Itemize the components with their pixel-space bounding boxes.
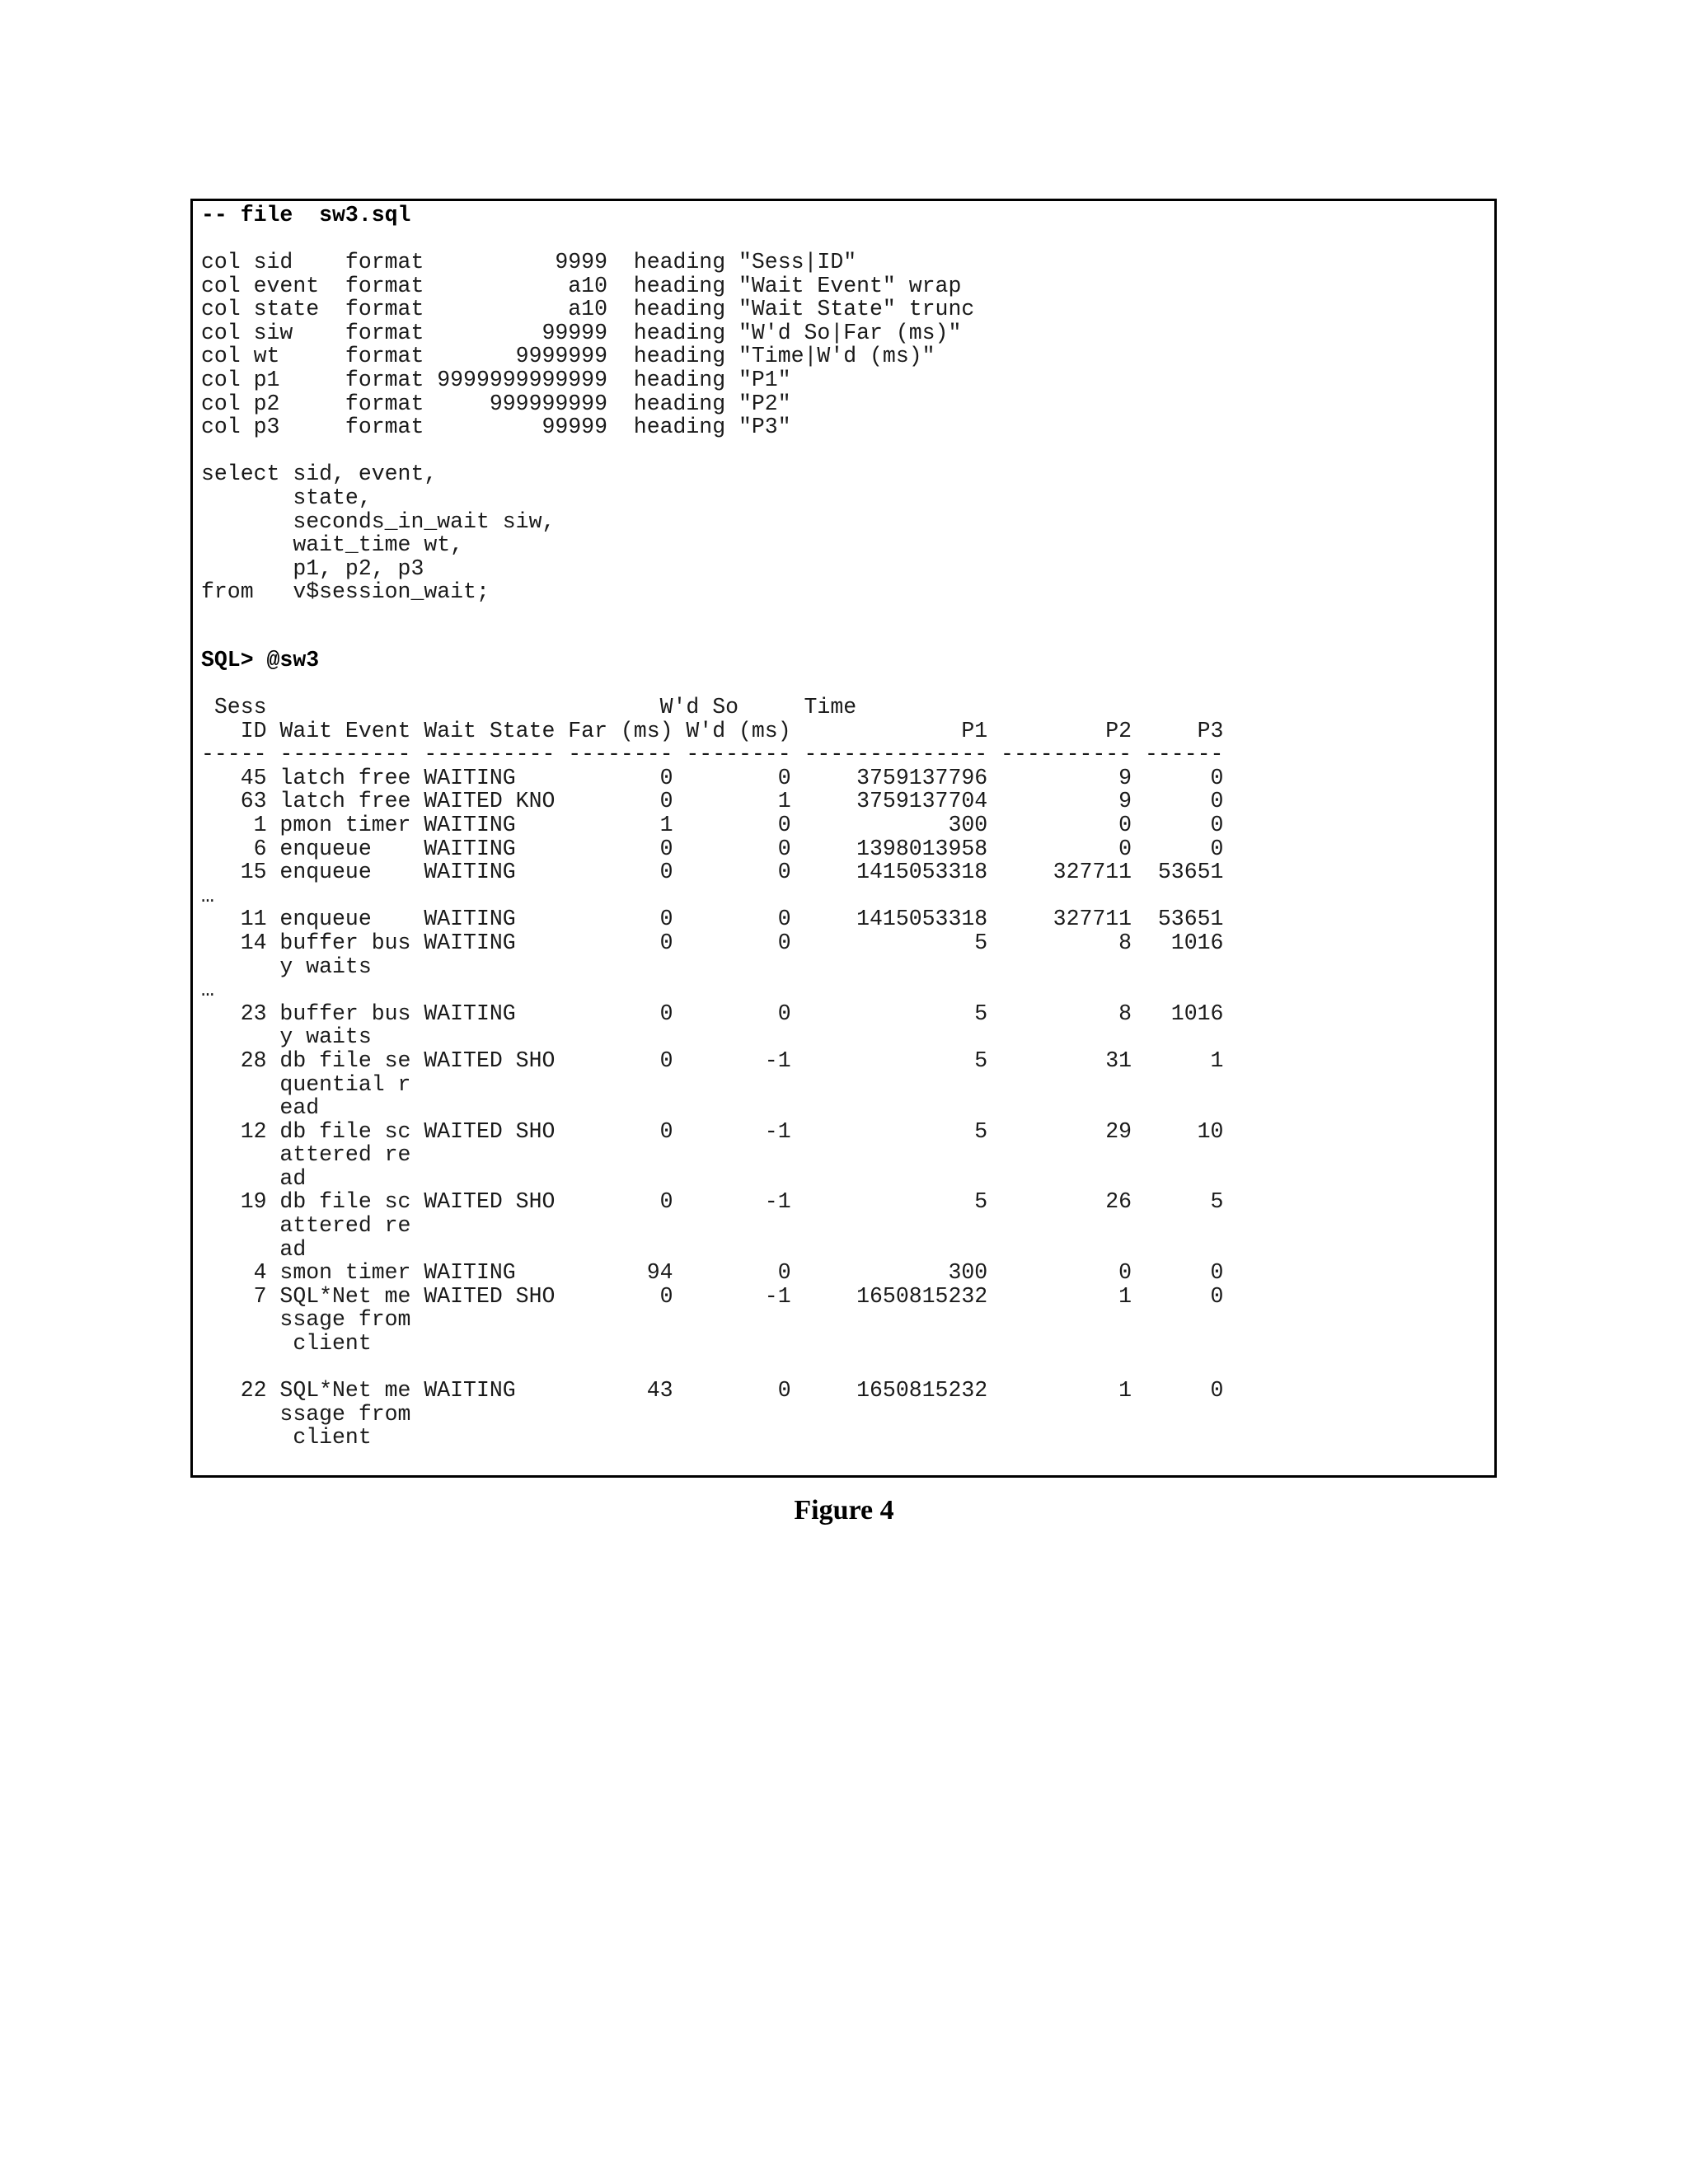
code-listing-box: [190, 199, 1497, 1478]
sql-prompt: SQL> @sw3: [201, 648, 320, 673]
figure-caption: Figure 4: [794, 1495, 894, 1526]
sql-script: col sid format 9999 heading "Sess|ID" col event format a10 heading "Wait Event" wrap col state format a10 heading "Wait State" trunc col siw format 99999 heading "W'd So|Far (ms)" col wt format 9999999 heading "Time|W'd (ms)" col p1 format 9999999999999 heading "P1" col p2 format 999999999 heading "P2" col p3 format 99999 heading "P3" select sid, event, state, seconds_in_wait siw, wait_time wt, p1, p2, p3 from v$session_wait;: [201, 250, 975, 605]
file-header: -- file sw3.sql: [201, 203, 411, 227]
query-output: Sess W'd So Time ID Wait Event Wait State Far (ms) W'd (ms) P1 P2 P3 ----- ---------- ---------- -------- -------- -------------- ---------- ------ 45 latch free WAITING 0 0 3759137796 9 0 63 latch free WAITED KNO 0 1 3759137704 9 0 1 pmon timer WAITING 1 0 300 0 0 6 enqueue WAITING 0 0 1398013958 0 0 15 enqueue WAITING 0 0 1415053318 327711 53651 … 11 enqueue WAITING 0 0 1415053318 327711 53651 14 buffer bus WAITING 0 0 5 8 1016 y waits … 23 buffer bus WAITING 0 0 5 8 1016 y waits 28 db file se WAITED SHO 0 -1 5 31 1 quential r ead 12 db file sc WAITED SHO 0 -1 5 29 10 attered re ad 19 db file sc WAITED SHO 0 -1 5 26 5 attered re ad 4 smon timer WAITING 94 0 300 0 0 7 SQL*Net me WAITED SHO 0 -1 1650815232 1 0 ssage from client 22 SQL*Net me WAITING 43 0 1650815232 1 0 ssage from client: [201, 695, 1224, 1451]
